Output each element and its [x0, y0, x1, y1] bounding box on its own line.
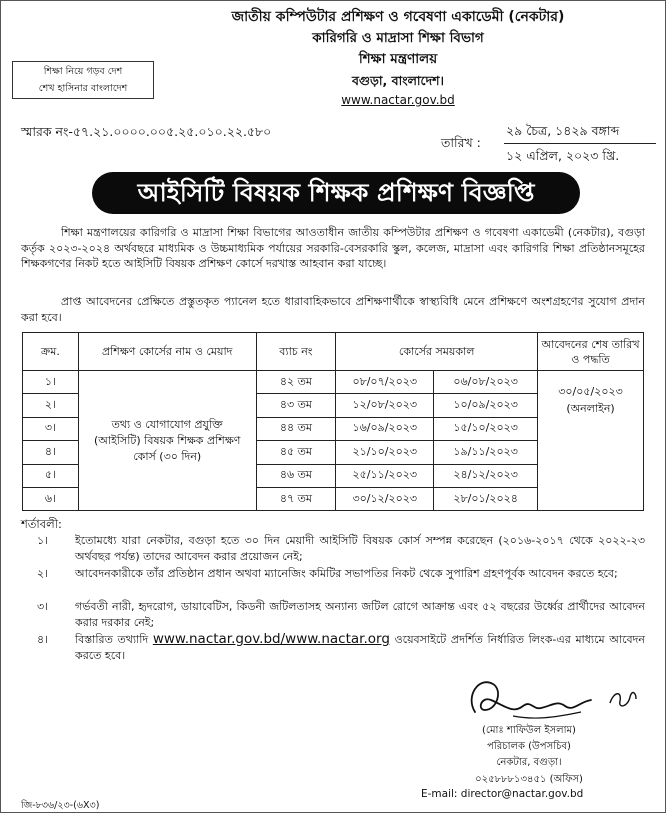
end-date-cell: ২৪/১২/২০২৩	[434, 464, 538, 487]
signatory-phone: ০২৫৮৮৮১৩৪৫১ (অফিস)	[475, 774, 583, 785]
slogan-box	[12, 61, 154, 99]
slogan-line-1: শিক্ষা নিয়ে গড়ব দেশ	[43, 66, 123, 77]
header-deadline: আবেদনের শেষ তারিখ ও পদ্ধতি	[538, 333, 644, 371]
date-label: তারিখ :	[441, 135, 481, 150]
condition-item	[21, 566, 645, 582]
end-date-cell: ২৮/০১/২০২৪	[434, 487, 538, 510]
end-date-cell: ১৯/১১/২০২৩	[434, 441, 538, 464]
date-bangla: ২৯ চৈত্র, ১৪২৯ বঙ্গাব্দ	[506, 123, 620, 138]
deadline-method: (অনলাইন)	[566, 402, 615, 415]
header-serial: ক্রম.	[23, 333, 79, 371]
course-schedule-table	[22, 332, 644, 511]
condition-number: ২।	[37, 567, 49, 580]
batch-cell: ৪৬ তম	[256, 464, 336, 487]
serial-cell: ৪।	[23, 441, 79, 464]
print-reference: জি-৮৩৬/২৩-(৬X৩)	[21, 800, 100, 811]
batch-cell: ৪৩ তম	[256, 394, 336, 417]
end-date-cell: ০৬/০৮/২০২৩	[434, 371, 538, 394]
course-name: তথ্য ও যোগাযোগ প্রযুক্তি (আইসিটি) বিষয়ক শিক্ষক প্রশিক্ষণ কোর্স (৩০ দিন)	[94, 417, 241, 463]
end-date-cell: ১০/০৯/২০২৩	[434, 394, 538, 417]
condition-item	[21, 632, 645, 663]
condition-item	[21, 533, 645, 564]
date-divider	[504, 143, 656, 144]
date-stamp-scribble	[606, 681, 640, 715]
slogan-line-2: শেখ হাসিনার বাংলাদেশ	[38, 83, 128, 94]
condition-text: ইতোমধ্যে যারা নেকটার, বগুড়া হতে ৩০ দিন মেয়াদী আইসিটি বিষয়ক কোর্স সম্পন্ন করেছেন (২০১৬-২০১৭ থেকে ২০২২-২৩ অর্থবছর পর্যন্ত) তাদের আবেদন করার প্রয়োজন নেই;	[75, 534, 645, 563]
start-date-cell: ০৮/০৭/২০২৩	[336, 371, 434, 394]
batch-cell: ৪৪ তম	[256, 417, 336, 440]
conditions-title: শর্তাবলী:	[21, 517, 62, 531]
website-link[interactable]: www.nactar.gov.bd	[341, 93, 455, 107]
deadline-date: ৩০/০৫/২০২৩	[558, 385, 623, 398]
date-english: ১২ এপ্রিল, ২০২৩ খ্রি.	[506, 148, 620, 163]
letterhead	[151, 7, 645, 110]
signatory-office: নেকটার, বগুড়া।	[496, 757, 562, 768]
condition-item	[21, 599, 645, 630]
memo-number: স্মারক নং-৫৭.২১.০০০০.০০৫.২৫.০১০.২২.৫৮০	[21, 124, 272, 139]
selection-paragraph: প্রাপ্ত আবেদনের প্রেক্ষিতে প্রস্তুতকৃত প্যানেল হতে ধারাবাহিকভাবে প্রশিক্ষণার্থীকে স্বাস্থ্যবিধি মেনে প্রশিক্ষণে অংশগ্রহণের সুযোগ প্রদান করা হবে।	[21, 295, 645, 324]
batch-cell: ৪৭ তম	[256, 487, 336, 510]
start-date-cell: ১৬/০৯/২০২৩	[336, 417, 434, 440]
course-name-cell	[78, 371, 256, 511]
condition-text: আবেদনকারীকে তাঁর প্রতিষ্ঠান প্রধান অথবা ম্যানেজিং কমিটির সভাপতির নিকট থেকে সুপারিশ গ্রহণপূর্বক আবেদন করতে হবে;	[75, 567, 618, 580]
intro-paragraph: শিক্ষা মন্ত্রণালয়ের কারিগরি ও মাদ্রাসা শিক্ষা বিভাগের আওতাধীন জাতীয় কম্পিউটার প্রশিক্ষণ ও গবেষণা একাডেমী (নেকটার), বগুড়া কর্তৃক ২০২৩-২০২৪ অর্থবছরে মাধ্যমিক ও উচ্চমাধ্যমিক পর্যায়ের সরকারি-বেসরকারি স্কুল, কলেজ, মাদ্রাসা এবং কারিগরি শিক্ষা প্রতিষ্ঠানসমূহের শিক্ষকগণের নিকট হতে আইসিটি বিষয়ক প্রশিক্ষণ কোর্সে দরখাস্ত আহবান করা যাচ্ছে।	[21, 226, 645, 270]
condition-text	[75, 632, 645, 663]
serial-cell: ৫।	[23, 464, 79, 487]
condition-text-before: বিস্তারিত তথ্যাদি	[75, 633, 149, 646]
org-name: জাতীয় কম্পিউটার প্রশিক্ষণ ও গবেষণা একাডেমী (নেকটার)	[231, 9, 565, 25]
website-links[interactable]: www.nactar.gov.bd/www.nactar.org	[152, 631, 390, 647]
condition-text-after: ওয়েবসাইটে প্রদর্শিত নির্ধারিত লিংক-এর মাধ্যমে আবেদন করতে হবে।	[75, 633, 645, 662]
batch-cell: ৪৫ তম	[256, 441, 336, 464]
ministry-name: শিক্ষা মন্ত্রণালয়	[358, 51, 438, 67]
header-batch: ব্যাচ নং	[256, 333, 336, 371]
batch-cell: ৪২ তম	[256, 371, 336, 394]
condition-number: ৪।	[37, 633, 49, 646]
condition-number: ১।	[37, 534, 49, 547]
notice-title-banner: আইসিটি বিষয়ক শিক্ষক প্রশিক্ষণ বিজ্ঞপ্তি	[92, 172, 580, 214]
serial-cell: ২।	[23, 394, 79, 417]
end-date-cell: ১৫/১০/২০২৩	[434, 417, 538, 440]
signatory-name: (মোঃ শাফিউল ইসলাম)	[482, 725, 576, 736]
signatory-email[interactable]: E-mail: director@nactar.gov.bd	[421, 788, 584, 800]
start-date-cell: ২১/১০/২০২৩	[336, 441, 434, 464]
division-name: কারিগরি ও মাদ্রাসা শিক্ষা বিভাগ	[312, 30, 484, 46]
signatory-designation: পরিচালক (উপসচিব)	[487, 741, 571, 752]
header-course: প্রশিক্ষণ কোর্সের নাম ও মেয়াদ	[78, 333, 256, 371]
table-row	[23, 371, 644, 394]
serial-cell: ৩।	[23, 417, 79, 440]
deadline-cell	[538, 371, 644, 511]
header-period: কোর্সের সময়কাল	[336, 333, 538, 371]
start-date-cell: ৩০/১২/২০২৩	[336, 487, 434, 510]
start-date-cell: ২৫/১১/২০২৩	[336, 464, 434, 487]
condition-text: গর্ভবতী নারী, হৃদরোগ, ডায়াবেটিস, কিডনী জটিলতাসহ অন্যান্য জটিল রোগে আক্রান্ত এবং ৫২ বছরের উর্ধ্বের প্রার্থীদের আবেদন করার দরকার নেই;	[75, 600, 645, 629]
serial-cell: ৬।	[23, 487, 79, 510]
location: বগুড়া, বাংলাদেশ।	[351, 73, 445, 88]
start-date-cell: ১২/০৮/২০২৩	[336, 394, 434, 417]
condition-number: ৩।	[37, 600, 49, 613]
serial-cell: ১।	[23, 371, 79, 394]
